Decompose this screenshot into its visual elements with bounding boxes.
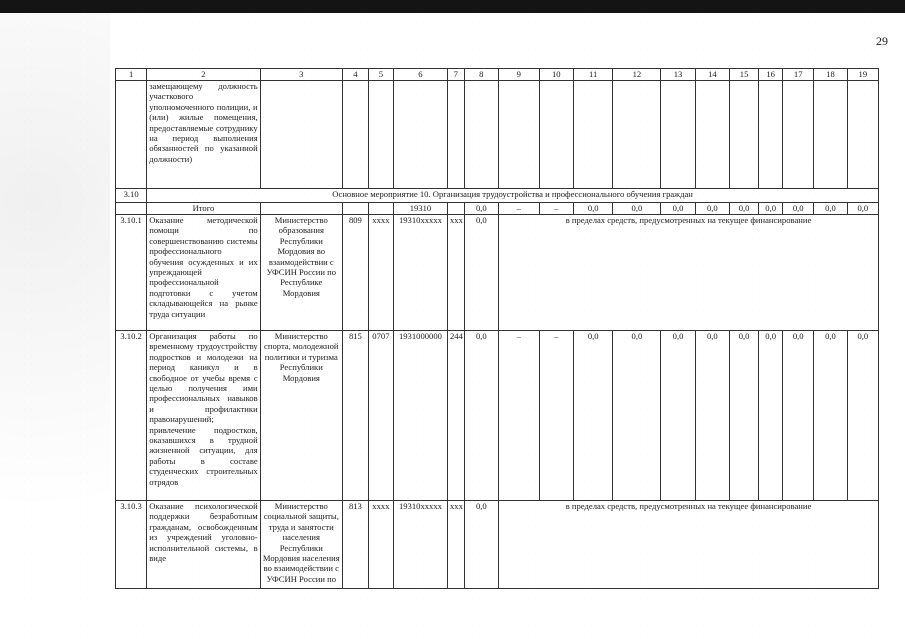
row-value: 0,0 [730,331,759,501]
total-value: 0,0 [695,203,729,215]
row-value: 0,0 [847,331,878,501]
total-label: Итого [147,203,260,215]
row-executor: Министерство спорта, молодежной политики и туризма Республики Мордовия [260,331,342,501]
row-funding-note: в пределах средств, предусмотренных на текущее финансирование [498,501,878,589]
col-header: 5 [368,69,393,81]
total-value: 0,0 [661,203,695,215]
row-csr: 19310xxxxx [393,501,447,589]
row-code: 3.10.2 [116,331,147,501]
table-row [116,215,879,331]
row-name-cell: Оказание методической помощи по совершенствованию системы профессионального обучения осужденных и их упреждающей профессиональной подготовки с учетом складывающейся на рынке труда ситуации [147,215,260,331]
row-name-cell: Организация работы по временному трудоустройству подростков и молодежи на период каникул и в свободное от учебы время с целью получения ими профессиональных навыков и профилактики правонарушений; привлечение подростков, оказавшихся в трудной жизненной ситуации, для работы в составе студенческих строительных отрядов [147,331,260,501]
scan-noise-area [0,13,110,639]
row-csr: 19310xxxxx [393,215,447,331]
table-row [116,331,879,501]
section-title: Основное мероприятие 10. Организация трудоустройства и профессионального обучения граждан [147,189,879,203]
row-value: 0,0 [695,331,729,501]
col-header: 18 [814,69,847,81]
total-value: 0,0 [814,203,847,215]
col-header: 10 [539,69,573,81]
row-rzpr: xxxx [368,215,393,331]
col-header: 2 [147,69,260,81]
row-funding-note: в пределах средств, предусмотренных на текущее финансирование [498,215,878,331]
col-header: 16 [759,69,783,81]
total-value: 0,0 [783,203,814,215]
row-value: 0,0 [814,331,847,501]
row-vr: 244 [448,331,465,501]
col-header: 11 [573,69,613,81]
budget-table [115,68,879,589]
col-header: 17 [783,69,814,81]
col-header: 9 [498,69,539,81]
total-value: – [498,203,539,215]
row-code: 3.10.1 [116,215,147,331]
col-header: 8 [464,69,498,81]
row-value: 0,0 [464,331,498,501]
row-name-cell: замещающему должность участкового уполномоченного полиции, и (или) жилые помещения, предоставляемые сотруднику на период выполнения обязанностей по указанной должности) [147,81,260,189]
section-code: 3.10 [116,189,147,203]
col-header: 15 [730,69,759,81]
row-executor: Министерство социальной защиты, труда и занятости населения Республики Мордовия населения во взаимодействии с УФСИН России по [260,501,342,589]
total-value: 0,0 [573,203,613,215]
total-value: 0,0 [613,203,661,215]
row-value: 0,0 [783,331,814,501]
col-header: 14 [695,69,729,81]
row-csr: 1931000000 [393,331,447,501]
total-value: – [539,203,573,215]
total-value: 0,0 [730,203,759,215]
row-value: 0,0 [464,501,498,589]
row-executor: Министерство образования Республики Мордовия во взаимодействии с УФСИН России по Республике Мордовия [260,215,342,331]
row-grbs: 815 [342,331,368,501]
total-value: 0,0 [847,203,878,215]
row-value: – [498,331,539,501]
row-vr: xxx [448,215,465,331]
total-row [116,203,879,215]
col-header: 7 [448,69,465,81]
row-value: 0,0 [613,331,661,501]
row-rzpr: 0707 [368,331,393,501]
col-header: 4 [342,69,368,81]
total-csr: 19310 [393,203,447,215]
row-name-cell: Оказание психологической поддержки безработным гражданам, освобожденным из учреждений уголовно-исполнительной системы, в виде [147,501,260,589]
col-header: 1 [116,69,147,81]
total-value: 0,0 [464,203,498,215]
col-header: 6 [393,69,447,81]
row-value: 0,0 [661,331,695,501]
row-value: 0,0 [464,215,498,331]
table-row [116,501,879,589]
total-value: 0,0 [759,203,783,215]
column-number-row [116,69,879,81]
row-vr: xxx [448,501,465,589]
row-grbs: 813 [342,501,368,589]
row-value: 0,0 [759,331,783,501]
row-grbs: 809 [342,215,368,331]
row-value: 0,0 [573,331,613,501]
col-header: 12 [613,69,661,81]
row-rzpr: xxxx [368,501,393,589]
col-header: 13 [661,69,695,81]
page-number: 29 [876,34,888,48]
row-value: – [539,331,573,501]
row-code: 3.10.3 [116,501,147,589]
section-row [116,189,879,203]
scan-top-border [0,0,905,13]
col-header: 19 [847,69,878,81]
col-header: 3 [260,69,342,81]
table-row-continued [116,81,879,189]
